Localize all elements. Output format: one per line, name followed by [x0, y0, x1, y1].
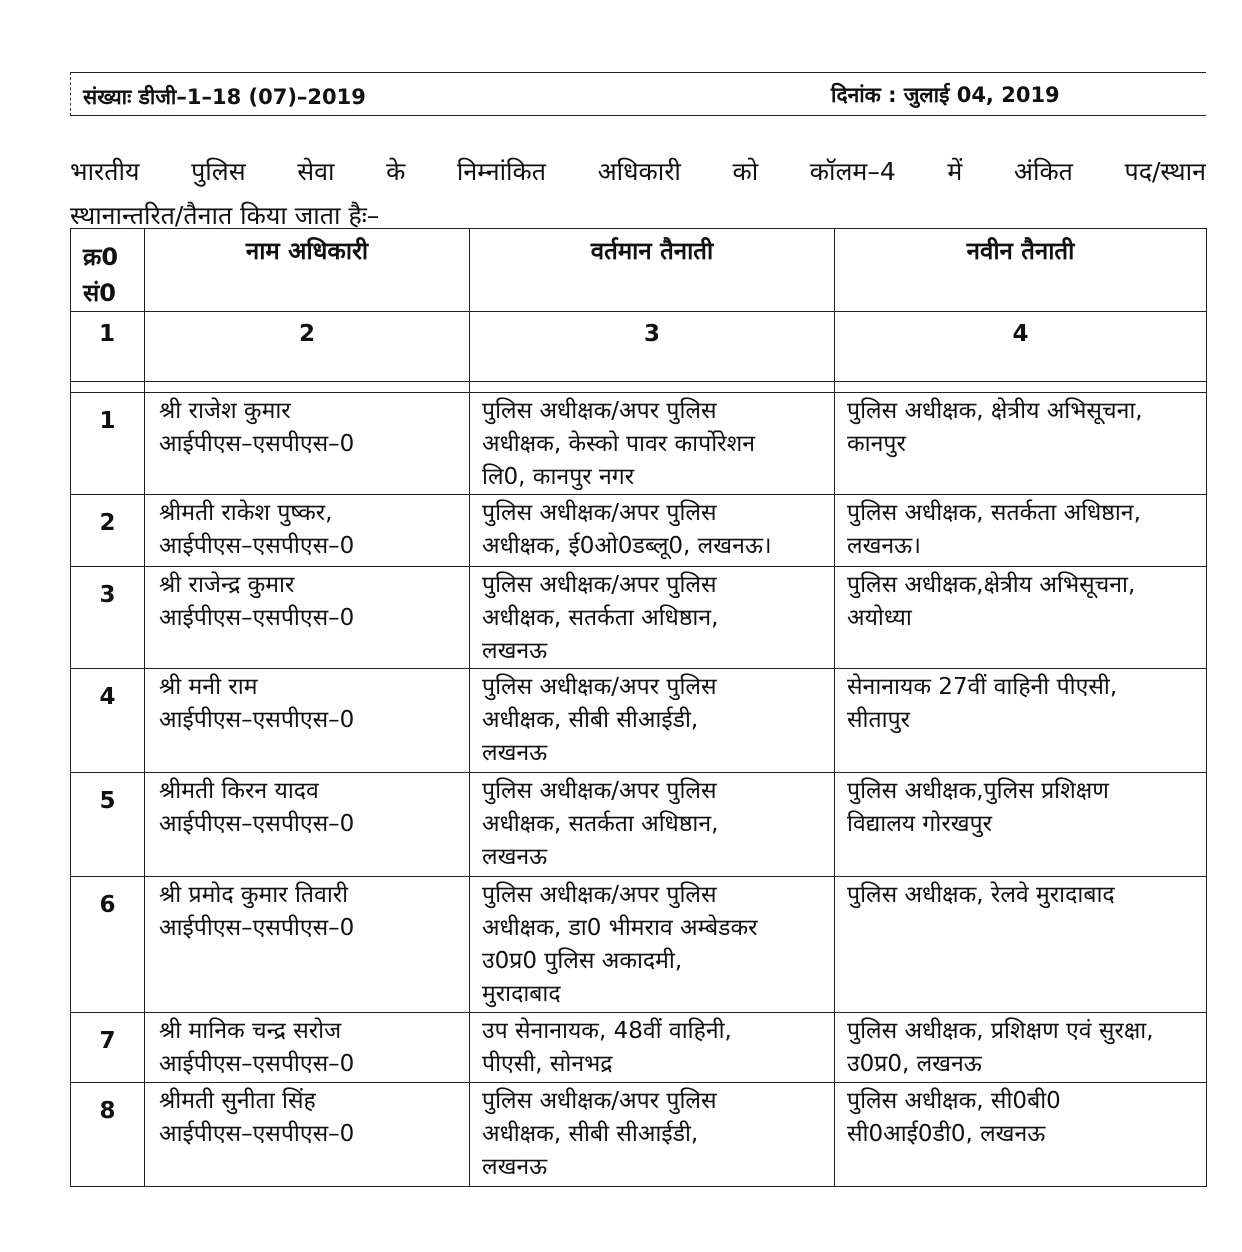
table-row [71, 1083, 1207, 1187]
serial-no: 7 [71, 1013, 145, 1083]
serial-no: 8 [71, 1083, 145, 1187]
spacer-row [71, 382, 1207, 393]
column-number-row [71, 312, 1207, 382]
serial-no: 2 [71, 495, 145, 567]
header-serial-no: क्र0 सं0 [71, 229, 145, 312]
new-posting: पुलिस अधीक्षक, रेलवे मुरादाबाद [835, 877, 1207, 1013]
officer-name: श्रीमती सुनीता सिंह आईपीएस–एसपीएस–0 [145, 1083, 470, 1187]
table-row [71, 393, 1207, 495]
officer-name: श्री मानिक चन्द्र सरोज आईपीएस–एसपीएस–0 [145, 1013, 470, 1083]
serial-no: 6 [71, 877, 145, 1013]
header-officer-name: नाम अधिकारी [145, 229, 470, 312]
column-number: 1 [71, 312, 145, 382]
serial-no: 1 [71, 393, 145, 495]
current-posting: पुलिस अधीक्षक/अपर पुलिस अधीक्षक, सीबी सीआईडी, लखनऊ [470, 1083, 835, 1187]
new-posting: पुलिस अधीक्षक, सी0बी0 सी0आई0डी0, लखनऊ [835, 1083, 1207, 1187]
current-posting: उप सेनानायक, 48वीं वाहिनी, पीएसी, सोनभद्र [470, 1013, 835, 1083]
current-posting: पुलिस अधीक्षक/अपर पुलिस अधीक्षक, डा0 भीमराव अम्बेडकर उ0प्र0 पुलिस अकादमी, मुरादाबाद [470, 877, 835, 1013]
new-posting: सेनानायक 27वीं वाहिनी पीएसी, सीतापुर [835, 669, 1207, 773]
reference-header [70, 72, 1206, 116]
intro-line-2: स्थानान्तरित/तैनात किया जाता हैः– [70, 201, 380, 230]
officer-name: श्री मनी राम आईपीएस–एसपीएस–0 [145, 669, 470, 773]
serial-no: 4 [71, 669, 145, 773]
officer-name: श्रीमती किरन यादव आईपीएस–एसपीएस–0 [145, 773, 470, 877]
new-posting: पुलिस अधीक्षक, प्रशिक्षण एवं सुरक्षा, उ0प्र0, लखनऊ [835, 1013, 1207, 1083]
new-posting: पुलिस अधीक्षक,पुलिस प्रशिक्षण विद्यालय गोरखपुर [835, 773, 1207, 877]
reference-number: संख्याः डीजी–1–18 (07)–2019 [83, 85, 366, 109]
serial-no: 5 [71, 773, 145, 877]
column-number: 4 [835, 312, 1207, 382]
current-posting: पुलिस अधीक्षक/अपर पुलिस अधीक्षक, सतर्कता अधिष्ठान, लखनऊ [470, 567, 835, 669]
officer-name: श्री राजेश कुमार आईपीएस–एसपीएस–0 [145, 393, 470, 495]
new-posting: पुलिस अधीक्षक, सतर्कता अधिष्ठान, लखनऊ। [835, 495, 1207, 567]
current-posting: पुलिस अधीक्षक/अपर पुलिस अधीक्षक, ई0ओ0डब्लू0, लखनऊ। [470, 495, 835, 567]
order-date: दिनांक : जुलाई 04, 2019 [831, 83, 1060, 107]
new-posting: पुलिस अधीक्षक,क्षेत्रीय अभिसूचना, अयोध्या [835, 567, 1207, 669]
column-number: 3 [470, 312, 835, 382]
table-header-row [71, 229, 1207, 312]
transfer-table [70, 228, 1207, 1187]
table-row [71, 877, 1207, 1013]
header-current-posting: वर्तमान तैनाती [470, 229, 835, 312]
header-new-posting: नवीन तैनाती [835, 229, 1207, 312]
intro-paragraph [70, 150, 1206, 238]
table-row [71, 773, 1207, 877]
current-posting: पुलिस अधीक्षक/अपर पुलिस अधीक्षक, सतर्कता अधिष्ठान, लखनऊ [470, 773, 835, 877]
current-posting: पुलिस अधीक्षक/अपर पुलिस अधीक्षक, सीबी सीआईडी, लखनऊ [470, 669, 835, 773]
table-row [71, 1013, 1207, 1083]
new-posting: पुलिस अधीक्षक, क्षेत्रीय अभिसूचना, कानपुर [835, 393, 1207, 495]
table-row [71, 567, 1207, 669]
serial-no: 3 [71, 567, 145, 669]
officer-name: श्रीमती राकेश पुष्कर, आईपीएस–एसपीएस–0 [145, 495, 470, 567]
column-number: 2 [145, 312, 470, 382]
current-posting: पुलिस अधीक्षक/अपर पुलिस अधीक्षक, केस्को पावर कार्पोरेशन लि0, कानपुर नगर [470, 393, 835, 495]
table-row [71, 495, 1207, 567]
table-row [71, 669, 1207, 773]
intro-line-1: भारतीय पुलिस सेवा के निम्नांकित अधिकारी को कॉलम–4 में अंकित पद/स्थान [70, 157, 1206, 186]
officer-name: श्री राजेन्द्र कुमार आईपीएस–एसपीएस–0 [145, 567, 470, 669]
officer-name: श्री प्रमोद कुमार तिवारी आईपीएस–एसपीएस–0 [145, 877, 470, 1013]
